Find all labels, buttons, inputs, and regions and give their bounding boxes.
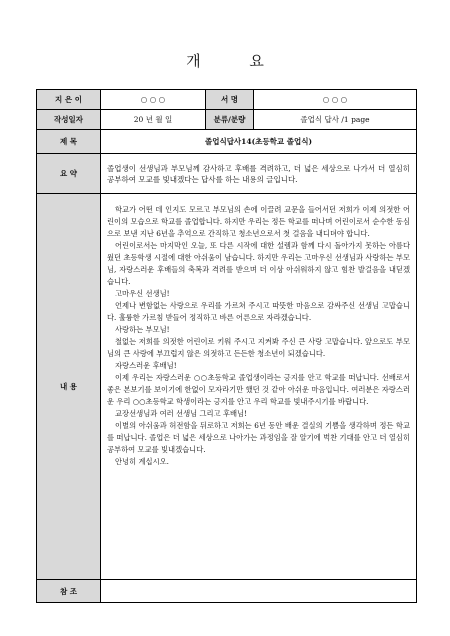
summary-label: 요 약 (37, 154, 101, 194)
content-paragraph: 어린이로서는 마지막인 오늘, 또 다른 시작에 대한 설렘과 함께 다시 돌아가지 못하는 아름다웠던 초등학생 시절에 대한 아쉬움이 남습니다. 하지만 우리는 고마우신 선생님과 사랑하는 부모님, 자랑스러운 후배들의 축복과 격려를 받으며 더 이상 아쉬워하지 않고 힘찬 발걸음을 내딛겠습니다. (107, 241, 410, 286)
content-paragraph: 학교가 어떤 데 인지도 모르고 부모님의 손에 이끌려 교문을 들어서던 저희가 이제 의젓한 어린이의 모습으로 학교를 졸업합니다. 하지만 우리는 정든 학교를 떠나며 어린이로서 순수한 동심으로 보낸 지난 6년을 추억으로 간직하고 청소년으로서 첫 걸음을 내디뎌야 합니다. (107, 205, 410, 238)
reference-value (101, 580, 417, 603)
type-value: 졸업식 답사 /1 page (254, 110, 417, 130)
table-row (37, 154, 417, 194)
content-paragraph: 사랑하는 부모님! (115, 325, 170, 334)
book-title-value: ○ ○ ○ (254, 90, 417, 110)
subject-label: 제 목 (37, 130, 101, 154)
type-label: 분류/분량 (206, 110, 254, 130)
content-paragraph: 이별의 아쉬움과 허전함을 뒤로하고 저희는 6년 동안 배운 결실의 기쁨을 생각하며 정든 학교를 떠납니다. 졸업은 더 넓은 세상으로 나아가는 과정임을 잘 알기에 벅찬 기대를 안고 더 열심히 공부하여 모교를 빛내겠습니다. (107, 421, 410, 454)
content-body (101, 194, 417, 580)
date-value: 20 년 월 일 (101, 110, 206, 130)
content-paragraph: 자랑스러운 후배님! (115, 361, 177, 370)
content-paragraph: 언제나 변함없는 사랑으로 우리를 가르쳐 주시고 따뜻한 마음으로 감싸주신 선생님 고맙습니다. 훌륭한 가르침 받들어 정직하고 바른 어른으로 자라겠습니다. (107, 301, 410, 322)
subject-value: 졸업식답사14(초등학교 졸업식) (101, 130, 417, 154)
content-paragraph: 고마우신 선생님! (115, 289, 170, 298)
content-paragraph: 철없는 저희를 의젓한 어린이로 키워 주시고 지켜봐 주신 큰 사랑 고맙습니다. 앞으로도 부모님의 큰 사랑에 부끄럽지 않은 의젓하고 든든한 청소년이 되겠습니다. (107, 337, 410, 358)
table-row (37, 90, 417, 110)
writer-value: ○ ○ ○ (101, 90, 206, 110)
book-title-label: 서 명 (206, 90, 254, 110)
page-title: 개 요 (186, 52, 286, 70)
table-row (37, 580, 417, 603)
table-row (37, 110, 417, 130)
summary-table (36, 89, 417, 603)
content-paragraph: 교장선생님과 여러 선생님 그리고 후배님! (115, 409, 248, 418)
table-row (37, 130, 417, 154)
reference-label: 참 조 (37, 580, 101, 603)
content-paragraph: 이제 우리는 자랑스러운 ○○초등학교 졸업생이라는 긍지를 안고 학교를 떠납니다. 선배로서 좋은 본보기를 보이기에 한없이 모자라기만 했던 것 같아 아쉬운 마음입니다. 여러분은 자랑스러운 우리 ○○초등학교 학생이라는 긍지를 안고 우리 학교를 빛내주시기를 바랍니다. (107, 373, 410, 406)
content-paragraph: 안녕히 계십시오. (115, 457, 169, 466)
table-row (37, 194, 417, 580)
content-label: 내 용 (37, 194, 101, 580)
date-label: 작성일자 (37, 110, 101, 130)
summary-value: 졸업생이 선생님과 부모님께 감사하고 후배를 격려하고, 더 넓은 세상으로 나가서 더 열심히 공부하여 모교를 빛내겠다는 답사를 하는 내용의 글입니다. (101, 154, 417, 194)
writer-label: 지 은 이 (37, 90, 101, 110)
